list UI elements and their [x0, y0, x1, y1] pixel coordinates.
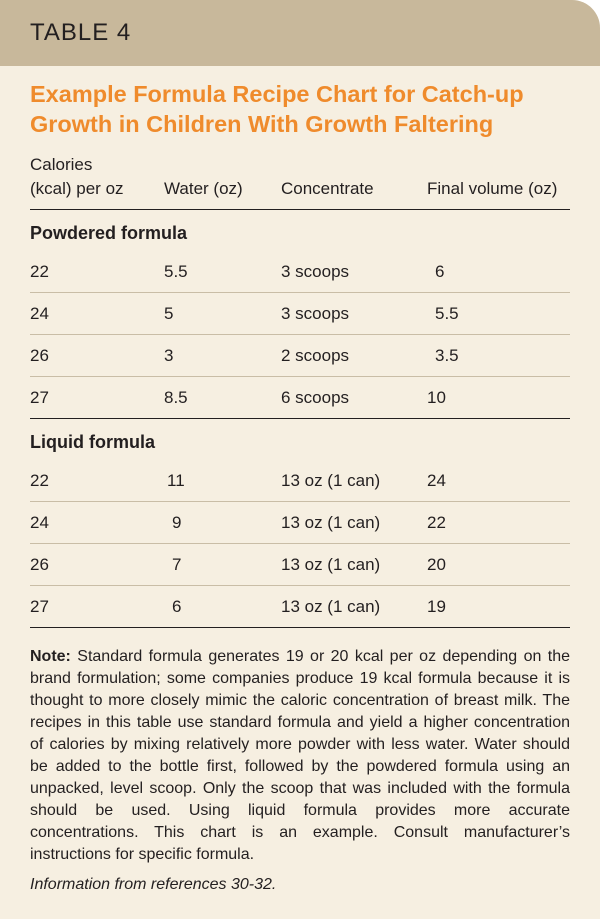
table-row: [30, 502, 570, 544]
cell-calories: 26: [30, 555, 49, 574]
table-row: [30, 460, 570, 502]
table-row: [30, 586, 570, 627]
cell-calories: 22: [30, 262, 49, 281]
table-label: TABLE 4: [30, 19, 132, 46]
cell-final-volume: 20: [427, 555, 446, 574]
cell-water: 6: [172, 597, 182, 616]
table-row: [30, 335, 570, 377]
cell-calories: 27: [30, 388, 49, 407]
cell-calories: 27: [30, 597, 49, 616]
cell-final-volume: 19: [427, 597, 446, 616]
cell-concentrate: 13 oz (1 can): [281, 513, 381, 532]
cell-concentrate: 13 oz (1 can): [281, 471, 381, 490]
cell-final-volume: 24: [427, 471, 446, 490]
cell-water: 9: [172, 513, 182, 532]
cell-concentrate: 2 scoops: [281, 346, 350, 365]
table-row: [30, 377, 570, 418]
note-text: Standard formula generates 19 or 20 kcal per oz depending on the brand formulation; some companies produce 19 kcal formula because it is thought to more closely mimic the caloric concentration of breast milk. The recipes in this table use standard formula and yield a higher concentration of calories by mixing relatively more powder with less water. Water should be added to the bottle first, followed by the powdered formula using an unpacked, level scoop. Only the scoop that was included with the formula should be used. Using liquid formula provides more accurate concentrations. This chart is an example. Consult manufacturer’s instructions for specific formula.: [30, 648, 570, 863]
cell-concentrate: 3 scoops: [281, 262, 350, 281]
cell-water: 7: [172, 555, 182, 574]
cell-water: 8.5: [164, 388, 188, 407]
table-label-bar: [0, 0, 600, 66]
cell-water: 3: [164, 346, 174, 365]
table-note: [30, 646, 570, 866]
cell-final-volume: 3.5: [435, 346, 459, 365]
cell-calories: 22: [30, 471, 49, 490]
col-header-water: Water (oz): [164, 179, 243, 198]
cell-concentrate: 3 scoops: [281, 304, 350, 323]
cell-final-volume: 5.5: [435, 304, 459, 323]
col-header-final-volume: Final volume (oz): [427, 179, 558, 198]
table-row: [30, 293, 570, 335]
cell-calories: 24: [30, 304, 49, 323]
table-row: [30, 544, 570, 586]
cell-concentrate: 6 scoops: [281, 388, 350, 407]
cell-water: 11: [167, 471, 185, 490]
table-bottom-rule: [30, 627, 570, 628]
cell-calories: 26: [30, 346, 49, 365]
col-header-calories-line1: Calories: [30, 155, 93, 174]
cell-concentrate: 13 oz (1 can): [281, 555, 381, 574]
cell-concentrate: 13 oz (1 can): [281, 597, 381, 616]
table-row: [30, 251, 570, 293]
cell-final-volume: 6: [435, 262, 445, 281]
note-label: Note:: [30, 648, 71, 665]
table-source: Information from references 30-32.: [30, 876, 277, 893]
col-header-calories-line2: (kcal) per oz: [30, 179, 124, 198]
table-title: Example Formula Recipe Chart for Catch-up Growth in Children With Growth Faltering: [30, 81, 524, 137]
cell-water: 5.5: [164, 262, 188, 281]
section-label-powdered: Powdered formula: [30, 223, 188, 243]
cell-final-volume: 22: [427, 513, 446, 532]
cell-water: 5: [164, 304, 174, 323]
table-header: [30, 153, 570, 210]
section-label-liquid: Liquid formula: [30, 432, 155, 452]
cell-final-volume: 10: [427, 388, 446, 407]
col-header-concentrate: Concentrate: [281, 179, 374, 198]
cell-calories: 24: [30, 513, 49, 532]
